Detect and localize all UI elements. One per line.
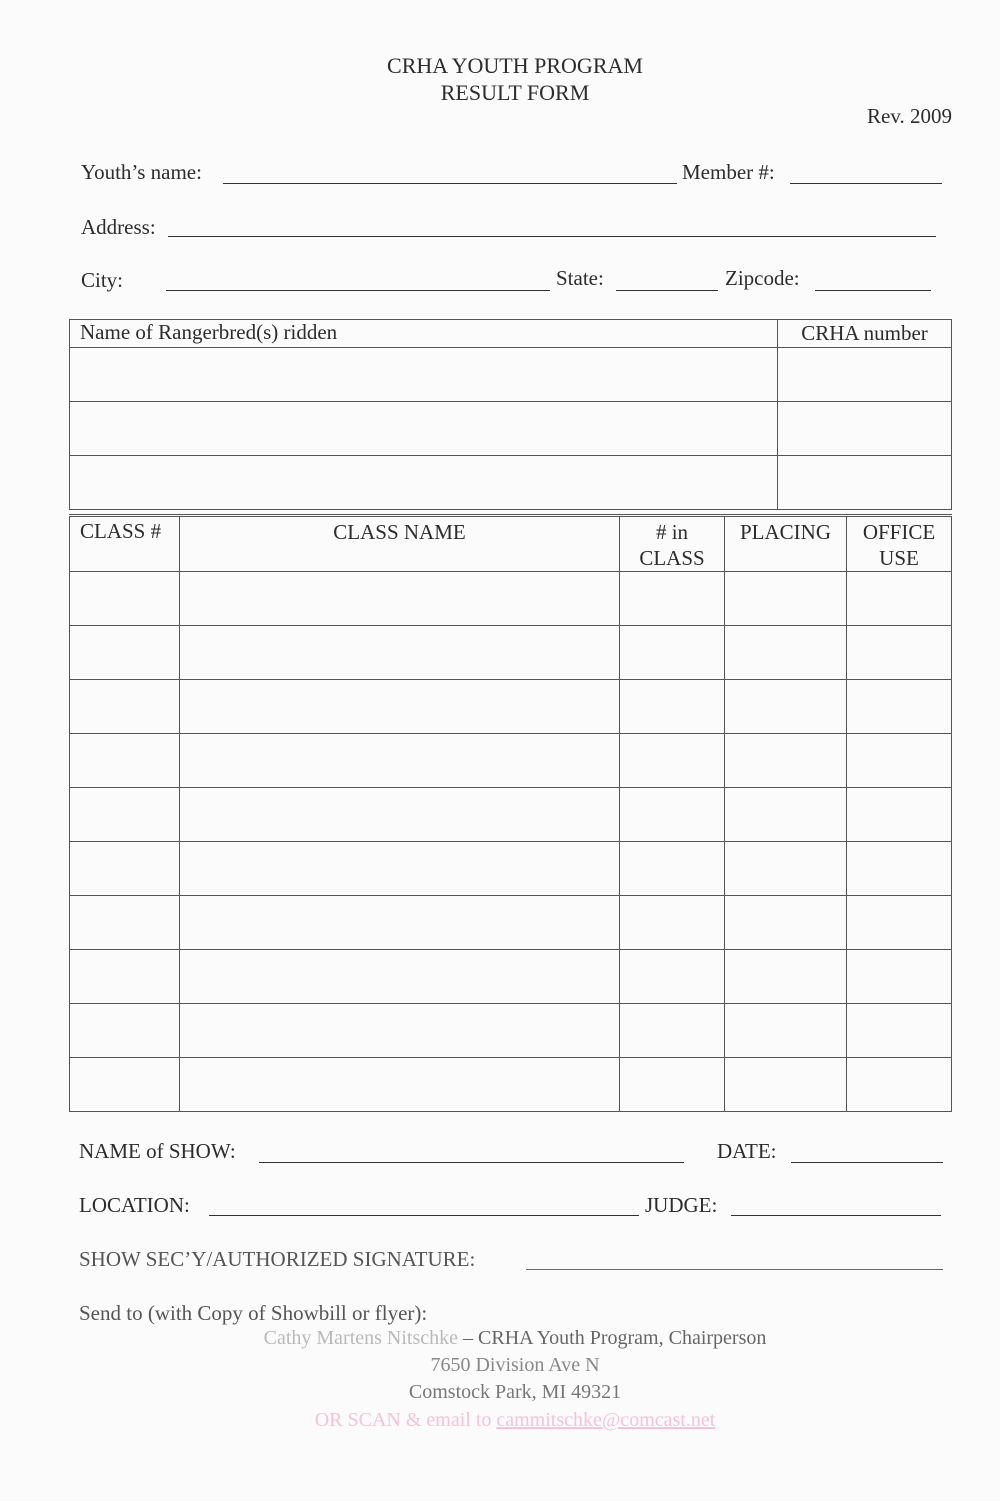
office-use-cell[interactable] [847,842,952,896]
location-label: LOCATION: [79,1193,190,1217]
class-results-table [69,514,952,1112]
state-label: State: [556,266,604,290]
revision-label: Rev. 2009 [867,104,952,128]
class-name-cell[interactable] [180,896,620,950]
class-row [70,950,952,1004]
class-row [70,626,952,680]
address-label: Address: [81,215,156,239]
class-row [70,842,952,896]
class-number-cell[interactable] [70,626,180,680]
class-number-cell[interactable] [70,734,180,788]
form-title: CRHA YOUTH PROGRAM [387,53,643,78]
class-row [70,1058,952,1112]
youth-name-label: Youth’s name: [81,160,202,184]
signature-label: SHOW SEC’Y/AUTHORIZED SIGNATURE: [79,1247,476,1271]
youth-name-field[interactable] [223,183,677,184]
email-link[interactable]: cammitschke@comcast.net [496,1409,716,1431]
class-name-cell[interactable] [180,1004,620,1058]
rangerbred-name-cell[interactable] [70,402,778,456]
class-name-header: CLASS NAME [180,516,620,572]
state-field[interactable] [616,290,718,291]
class-name-cell[interactable] [180,788,620,842]
office-use-cell[interactable] [847,950,952,1004]
date-label: DATE: [717,1139,777,1163]
class-number-cell[interactable] [70,896,180,950]
zipcode-field[interactable] [815,290,931,291]
class-name-cell[interactable] [180,626,620,680]
placing-header: PLACING [725,516,847,572]
class-number-cell[interactable] [70,788,180,842]
class-row [70,680,952,734]
class-row [70,734,952,788]
class-number-cell[interactable] [70,572,180,626]
number-in-class-cell[interactable] [620,572,725,626]
office-use-header [847,516,952,572]
city-label: City: [81,268,124,292]
rangerbred-name-cell[interactable] [70,456,778,510]
scan-text: OR SCAN & email to [314,1409,497,1431]
scan-email-line [0,1409,1000,1432]
office-use-cell[interactable] [847,626,952,680]
class-rows [70,572,952,1112]
date-field[interactable] [791,1162,943,1163]
class-row [70,572,952,626]
crha-number-cell[interactable] [778,348,952,402]
crha-number-header: CRHA number [778,320,952,348]
rangerbred-name-cell[interactable] [70,348,778,402]
office-use-cell[interactable] [847,1004,952,1058]
placing-cell[interactable] [725,680,847,734]
rangerbred-name-header: Name of Rangerbred(s) ridden [70,320,778,348]
number-in-class-cell[interactable] [620,1058,725,1112]
class-number-cell[interactable] [70,1004,180,1058]
class-number-cell[interactable] [70,950,180,1004]
class-number-cell[interactable] [70,1058,180,1112]
send-to-intro: Send to (with Copy of Showbill or flyer): [79,1301,428,1325]
number-in-class-cell[interactable] [620,1004,725,1058]
placing-cell[interactable] [725,950,847,1004]
class-row [70,788,952,842]
member-number-label: Member #: [682,160,775,184]
class-number-header: CLASS # [70,516,180,572]
placing-cell[interactable] [725,896,847,950]
number-in-class-cell[interactable] [620,680,725,734]
placing-cell[interactable] [725,734,847,788]
number-in-class-cell[interactable] [620,788,725,842]
class-name-cell[interactable] [180,1058,620,1112]
placing-cell[interactable] [725,788,847,842]
class-number-cell[interactable] [70,842,180,896]
class-name-cell[interactable] [180,680,620,734]
zipcode-label: Zipcode: [725,266,800,290]
city-field[interactable] [166,290,550,291]
placing-cell[interactable] [725,842,847,896]
class-name-cell[interactable] [180,734,620,788]
number-in-class-cell[interactable] [620,950,725,1004]
office-use-cell[interactable] [847,734,952,788]
placing-cell[interactable] [725,1004,847,1058]
member-number-field[interactable] [790,183,942,184]
class-row [70,896,952,950]
office-use-cell[interactable] [847,680,952,734]
number-in-class-cell[interactable] [620,626,725,680]
class-name-cell[interactable] [180,572,620,626]
placing-cell[interactable] [725,1058,847,1112]
number-in-class-header-line1: # in [655,520,689,544]
office-use-header-line2: USE [879,546,919,570]
chairperson-title: – CRHA Youth Program, Chairperson [458,1327,767,1349]
judge-field[interactable] [731,1215,941,1216]
class-number-cell[interactable] [70,680,180,734]
crha-number-cell[interactable] [778,456,952,510]
chairperson-line [0,1327,1000,1350]
class-row [70,1004,952,1058]
number-in-class-header [620,516,725,572]
office-use-cell[interactable] [847,572,952,626]
city-state-zip: Comstock Park, MI 49321 [408,1381,622,1403]
number-in-class-cell[interactable] [620,842,725,896]
rangerbred-table [69,319,952,510]
office-use-cell[interactable] [847,896,952,950]
class-name-cell[interactable] [180,842,620,896]
location-field[interactable] [209,1215,639,1216]
office-use-cell[interactable] [847,1058,952,1112]
placing-cell[interactable] [725,572,847,626]
class-name-cell[interactable] [180,950,620,1004]
number-in-class-header-line2: CLASS [639,546,705,570]
office-use-header-line1: OFFICE [862,520,936,544]
show-name-field[interactable] [259,1162,684,1163]
crha-number-cell[interactable] [778,402,952,456]
form-subtitle: RESULT FORM [440,80,590,105]
signature-field[interactable] [526,1269,943,1270]
street-address: 7650 Division Ave N [430,1354,600,1376]
placing-cell[interactable] [725,626,847,680]
show-name-label: NAME of SHOW: [79,1139,236,1163]
number-in-class-cell[interactable] [620,734,725,788]
number-in-class-cell[interactable] [620,896,725,950]
chairperson-name: Cathy Martens Nitschke [263,1327,459,1349]
judge-label: JUDGE: [645,1193,718,1217]
office-use-cell[interactable] [847,788,952,842]
address-field[interactable] [168,236,936,237]
